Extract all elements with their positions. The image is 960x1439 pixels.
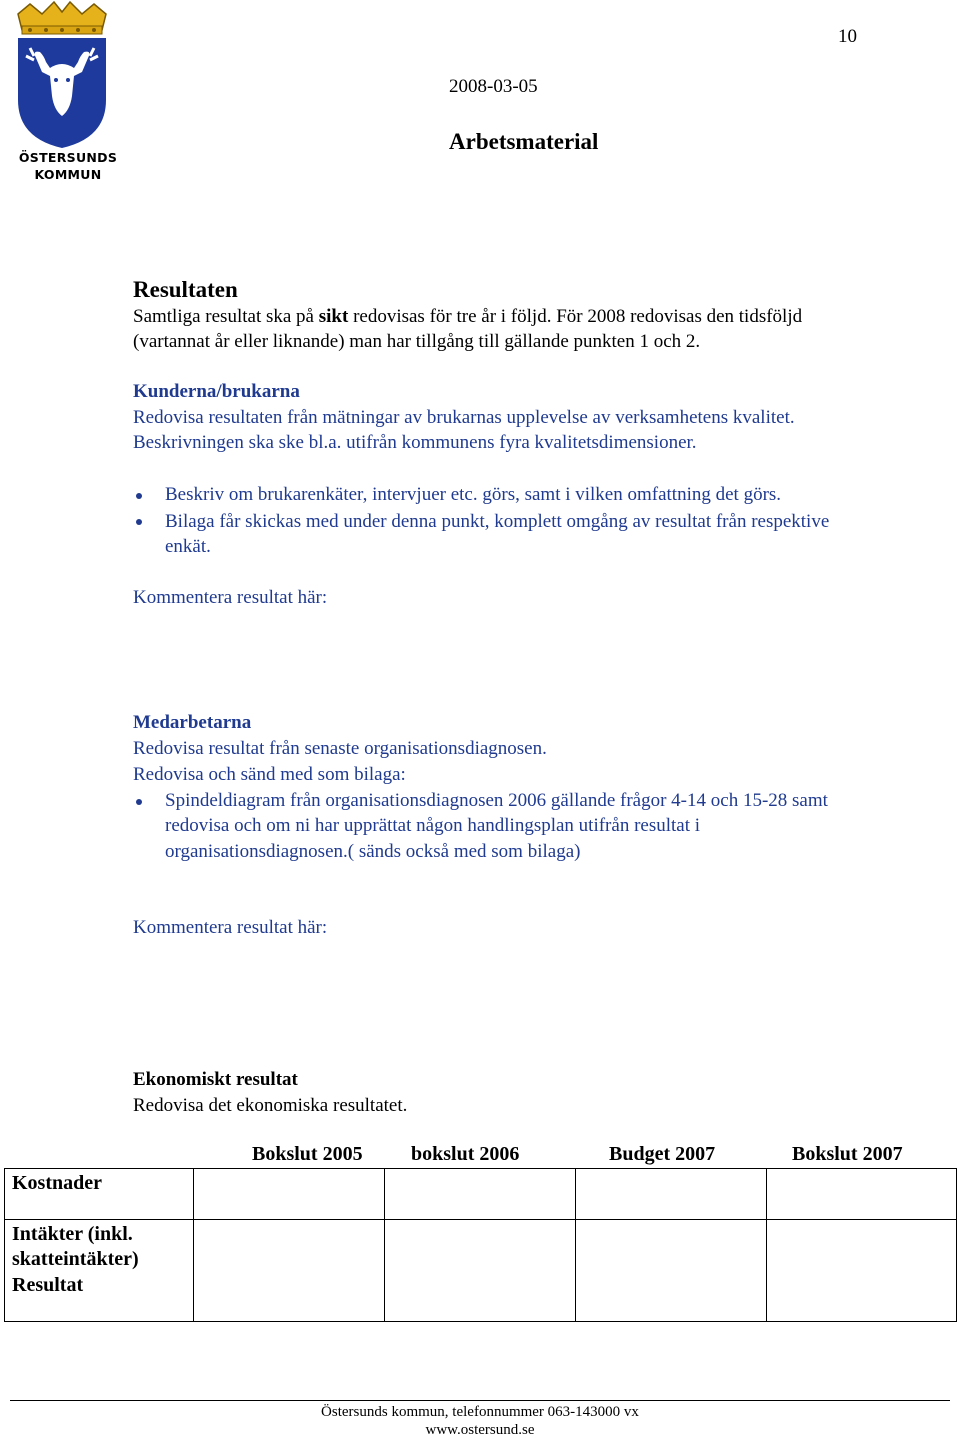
table-row-label-income-cont: skatteintäkter) [12, 1248, 139, 1270]
table-column-header: Bokslut 2005 [252, 1143, 363, 1165]
municipality-logo [10, 0, 118, 185]
economy-table [4, 1168, 957, 1322]
section-heading-customers: Kunderna/brukarna [133, 381, 300, 402]
customers-bullet-2-cont: enkät. [165, 536, 211, 557]
economy-text-line1: Redovisa det ekonomiska resultatet. [133, 1095, 408, 1116]
bullet-icon [136, 799, 142, 805]
staff-bullet-line3: organisationsdiagnosen.( sänds också med som bilaga) [165, 841, 581, 862]
staff-bullet-line2: redovisa och om ni har upprättat någon handlingsplan utifrån resultat i [165, 815, 701, 836]
logo-text-line1: ÖSTERSUNDS [18, 150, 118, 165]
bullet-icon [136, 519, 142, 525]
table-column-header: bokslut 2006 [411, 1143, 520, 1165]
staff-text-line2: Redovisa och sänd med som bilaga: [133, 764, 406, 785]
staff-text-line1: Redovisa resultat från senaste organisationsdiagnosen. [133, 738, 547, 759]
bullet-icon [136, 493, 142, 499]
customers-bullet-2: Bilaga får skickas med under denna punkt, komplett omgång av resultat från respektive [165, 511, 830, 532]
table-column-header: Budget 2007 [609, 1143, 716, 1165]
table-row-label-result: Resultat [12, 1274, 84, 1296]
logo-text-line2: KOMMUN [34, 167, 102, 182]
section-heading-economy: Ekonomiskt resultat [133, 1069, 298, 1090]
customers-text-line1: Redovisa resultaten från mätningar av brukarnas upplevelse av verksamhetens kvalitet. [133, 407, 795, 428]
staff-comment-prompt: Kommentera resultat här: [133, 917, 328, 938]
table-row-label-costs: Kostnader [12, 1172, 102, 1194]
customers-bullet-1: Beskriv om brukarenkäter, intervjuer etc. görs, samt i vilken omfattning det görs. [165, 484, 782, 505]
customers-comment-prompt: Kommentera resultat här: [133, 587, 328, 608]
customers-text-line2: Beskrivningen ska ske bl.a. utifrån kommunens fyra kvalitetsdimensioner. [133, 432, 697, 453]
results-text-line2: (vartannat år eller liknande) man har tillgång till gällande punkten 1 och 2. [133, 331, 701, 352]
table-column-header: Bokslut 2007 [792, 1143, 903, 1165]
results-text-line1: Samtliga resultat ska på sikt redovisas för tre år i följd. För 2008 redovisas den tidsföljd [133, 306, 803, 327]
document-status: Arbetsmaterial [449, 129, 599, 154]
section-heading-staff: Medarbetarna [133, 712, 252, 733]
section-heading-results: Resultaten [133, 277, 238, 302]
footer-website: www.ostersund.se [425, 1422, 535, 1438]
staff-bullet-line1: Spindeldiagram från organisationsdiagnosen 2006 gällande frågor 4-14 och 15-28 samt [165, 790, 828, 811]
table-row-label-income: Intäkter (inkl. [12, 1223, 133, 1245]
coat-of-arms-icon [10, 0, 114, 150]
footer-divider [10, 1400, 950, 1401]
footer-contact: Östersunds kommun, telefonnummer 063-143000 vx [321, 1404, 639, 1420]
document-date: 2008-03-05 [449, 76, 538, 97]
page-number: 10 [838, 26, 857, 47]
